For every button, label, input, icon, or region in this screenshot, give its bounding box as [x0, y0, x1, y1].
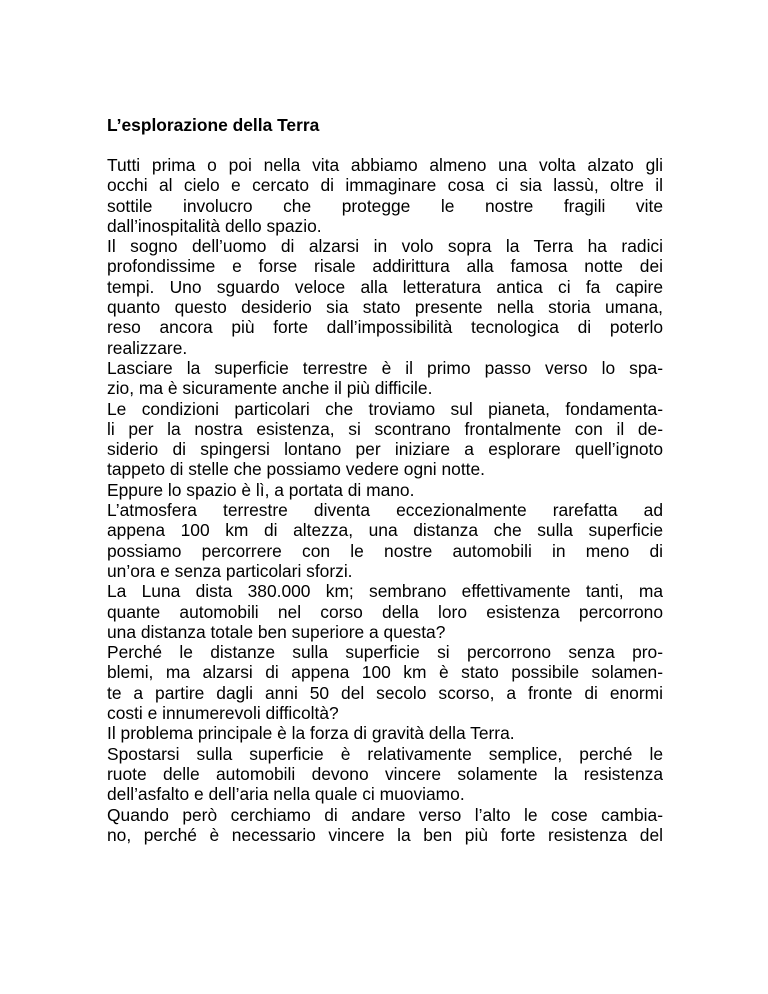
text-line: Perché le distanze sulla superficie si percorrono senza pro- [107, 642, 663, 663]
text-line: tappeto di stelle che possiamo vedere ogni notte. [107, 459, 486, 480]
text-line: Lasciare la superficie terrestre è il primo passo verso lo spa- [107, 357, 663, 378]
text-line: profondissime e forse risale addirittura alla famosa notte dei [107, 256, 663, 277]
text-line: reso ancora più forte dall’impossibilità tecnologica di poterlo [107, 317, 663, 338]
text-line: no, perché è necessario vincere la ben più forte resistenza del [107, 824, 663, 845]
text-line: zio, ma è sicuramente anche il più difficile. [107, 378, 433, 399]
document-body [107, 155, 663, 845]
text-line: realizzare. [107, 337, 188, 358]
text-line: Eppure lo spazio è lì, a portata di mano. [107, 479, 415, 500]
text-line: sottile involucro che protegge le nostre fragili vite [107, 195, 663, 216]
text-line: una distanza totale ben superiore a questa? [107, 621, 446, 642]
text-line: possiamo percorrere con le nostre automobili in meno di [107, 540, 663, 561]
text-line: Quando però cerchiamo di andare verso l’alto le cose cambia- [107, 804, 663, 825]
text-line: dell’asfalto e dell’aria nella quale ci muoviamo. [107, 784, 465, 805]
text-line: Le condizioni particolari che troviamo sul pianeta, fondamenta- [107, 398, 663, 419]
text-line: un’ora e senza particolari sforzi. [107, 560, 353, 581]
document-page [107, 115, 663, 845]
document-title: L’esplorazione della Terra [107, 115, 320, 135]
text-line: Il problema principale è la forza di gravità della Terra. [107, 723, 515, 744]
text-line: occhi al cielo e cercato di immaginare cosa ci sia lassù, oltre il [107, 175, 663, 196]
text-line: te a partire dagli anni 50 del secolo scorso, a fronte di enormi [107, 682, 663, 703]
text-line: Spostarsi sulla superficie è relativamente semplice, perché le [107, 743, 663, 764]
text-line: costi e innumerevoli difficoltà? [107, 703, 339, 724]
text-line: blemi, ma alzarsi di appena 100 km è stato possibile solamen- [107, 662, 663, 683]
text-line: Il sogno dell’uomo di alzarsi in volo sopra la Terra ha radici [107, 236, 663, 257]
text-line: siderio di spingersi lontano per iniziare a esplorare quell’ignoto [107, 439, 663, 460]
text-line: Tutti prima o poi nella vita abbiamo almeno una volta alzato gli [107, 155, 663, 175]
text-line: dall’inospitalità dello spazio. [107, 215, 322, 236]
text-line: li per la nostra esistenza, si scontrano frontalmente con il de- [107, 418, 663, 439]
text-line: tempi. Uno sguardo veloce alla letteratura antica ci fa capire [107, 276, 663, 297]
text-line: appena 100 km di altezza, una distanza che sulla superficie [107, 520, 663, 541]
text-line: quante automobili nel corso della loro esistenza percorrono [107, 601, 663, 622]
text-line: L’atmosfera terrestre diventa eccezionalmente rarefatta ad [107, 500, 663, 521]
text-line: quanto questo desiderio sia stato presente nella storia umana, [107, 297, 663, 318]
text-line: La Luna dista 380.000 km; sembrano effettivamente tanti, ma [107, 581, 663, 602]
text-line: ruote delle automobili devono vincere solamente la resistenza [107, 763, 663, 784]
